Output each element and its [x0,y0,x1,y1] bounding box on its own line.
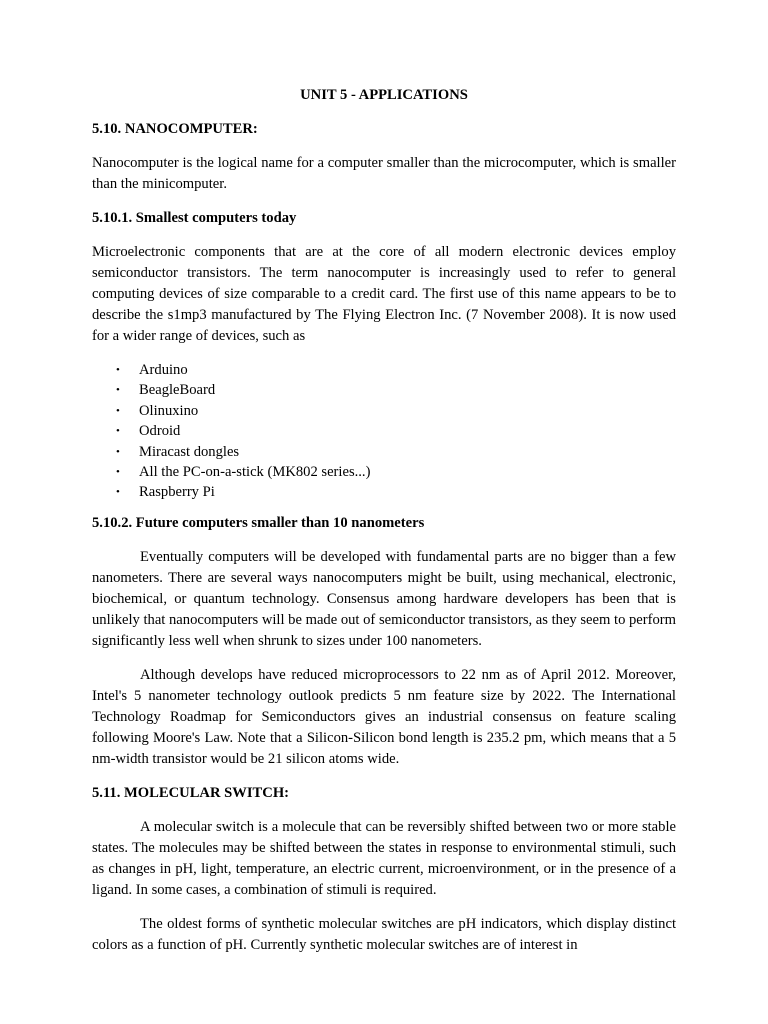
bullet-icon: • [116,466,120,479]
heading-5-10-2: 5.10.2. Future computers smaller than 10 nanometers [92,514,425,531]
list-item-label: All the PC-on-a-stick (MK802 series...) [139,464,371,481]
document-page [92,85,676,969]
list-item [92,482,676,502]
device-list [92,360,676,503]
heading-5-10: 5.10. NANOCOMPUTER: [92,121,258,137]
bullet-icon: • [116,364,120,376]
list-item-label: BeagleBoard [139,382,216,399]
bullet-icon: • [116,425,120,438]
list-item-label: Raspberry Pi [139,484,215,501]
list-item-label: Olinuxino [139,402,199,419]
list-item [92,421,676,441]
bullet-icon: • [116,404,120,417]
bullet-icon: • [116,445,120,458]
list-item [92,442,676,462]
future-computers-paragraph-2: Although develops have reduced microprocessors to 22 nm as of April 2012. Moreover, Intel's 5 nanometer technology outlook predicts 5 nm feature size by 2022. The International Technology Roadmap for Semiconductors gives an industrial consensus on feature scaling following Moore's Law. Note that a Silicon-Silicon bond length is 235.2 pm, which means that a 5 nm-width transistor would be 21 silicon atoms wide. [92,666,676,767]
unit-title: UNIT 5 - APPLICATIONS [300,87,468,103]
list-item-label: Miracast dongles [139,443,240,460]
smallest-computers-paragraph: Microelectronic components that are at the core of all modern electronic devices employ semiconductor transistors. The term nanocomputer is increasingly used to refer to general computing devices of size comparable to a credit card. The first use of this name appears to be to describe the s1mp3 manufactured by The Flying Electron Inc. (7 November 2008). It is now used for a wider range of devices, such as [92,244,676,344]
future-computers-paragraph-1: Eventually computers will be developed with fundamental parts are no bigger than a few nanometers. There are several ways nanocomputers might be built, using mechanical, electronic, biochemical, or quantum technology. Consensus among hardware developers has been that is unlikely that nanocomputers will be made out of semiconductor transistors, as they seem to perform significantly less well when shrunk to sizes under 100 nanometers. [92,548,677,649]
list-item [92,401,676,421]
heading-5-11: 5.11. MOLECULAR SWITCH: [92,784,290,801]
bullet-icon: • [116,486,120,499]
list-item [92,462,676,482]
list-item-label: Arduino [139,362,188,378]
list-item [92,360,676,380]
molecular-switch-paragraph-1: A molecular switch is a molecule that can be reversibly shifted between two or more stable states. The molecules may be shifted between the states in response to environmental stimuli, such as changes in pH, light, temperature, an electric current, microenvironment, or in the presence of a ligand. In some cases, a combination of stimuli is required. [92,818,676,898]
heading-5-10-1: 5.10.1. Smallest computers today [92,210,297,226]
list-item-label: Odroid [139,423,181,440]
bullet-icon: • [116,384,120,397]
nanocomputer-intro: Nanocomputer is the logical name for a computer smaller than the microcomputer, which is smaller than the minicomputer. [92,155,676,192]
list-item [92,380,676,400]
molecular-switch-paragraph-2: The oldest forms of synthetic molecular switches are pH indicators, which display distinct colors as a function of pH. Currently synthetic molecular switches are of interest in [92,915,676,953]
